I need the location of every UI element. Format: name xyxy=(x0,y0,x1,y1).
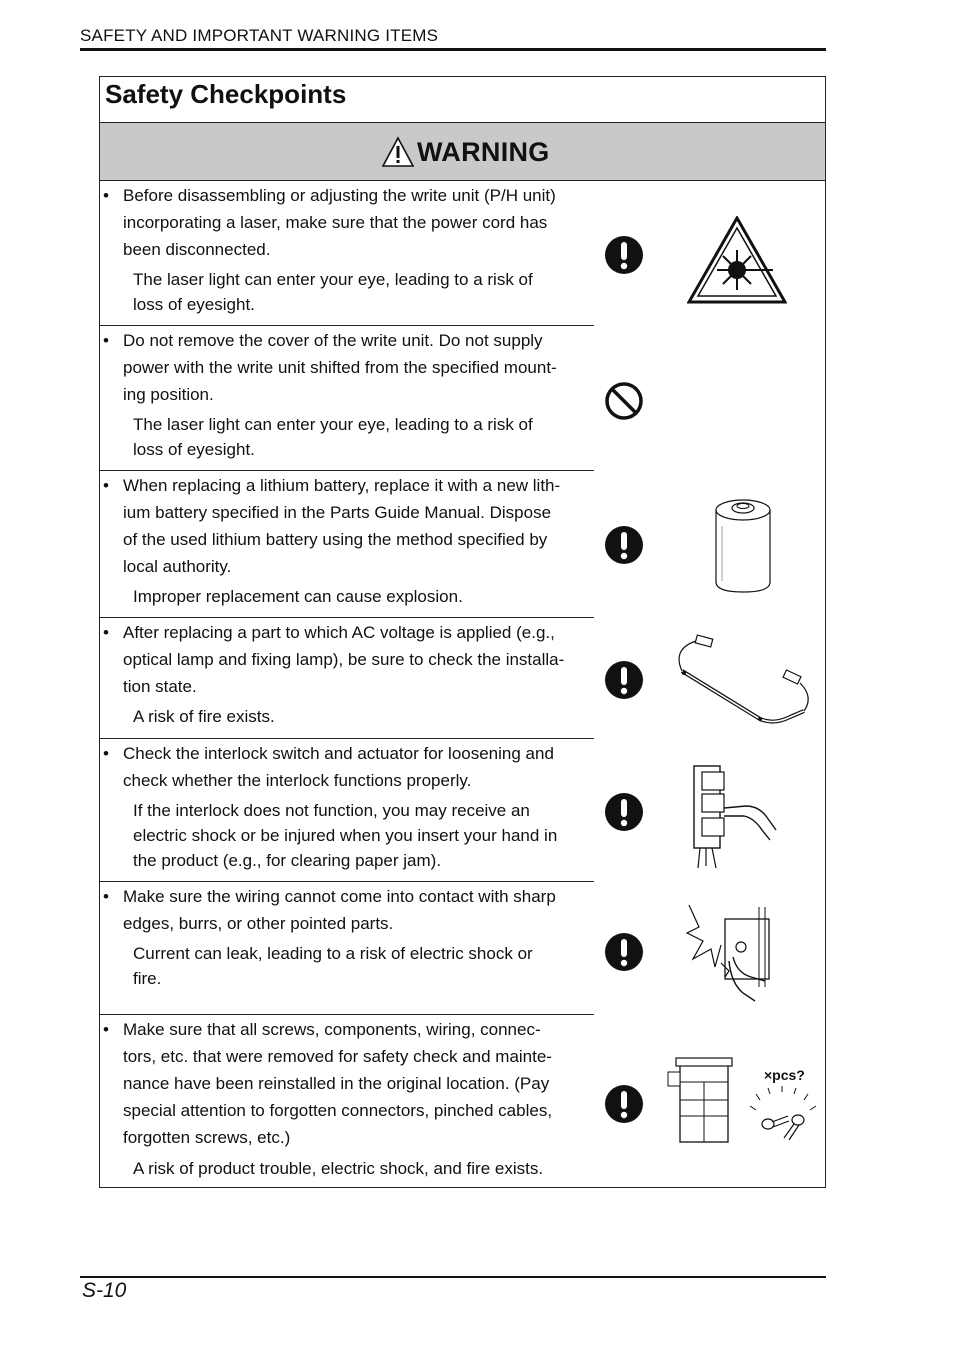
warning-band xyxy=(100,123,825,181)
checkpoint-text: After replacing a part to which AC voltage is applied (e.g., optical lamp and fixing lamp), be sure to check the installa- tion state. xyxy=(123,623,565,696)
warning-label: WARNING xyxy=(417,136,550,167)
checkpoint-row xyxy=(100,738,825,881)
checkpoint-consequence: A risk of fire exists. xyxy=(133,707,275,726)
checkpoint-consequence: The laser light can enter your eye, leading to a risk of loss of eyesight. xyxy=(133,415,533,459)
checkpoint-row xyxy=(100,1014,825,1187)
checkpoint-consequence: If the interlock does not function, you may receive an electric shock or be injured when you insert your hand in the product (e.g., for clearing paper jam). xyxy=(133,801,558,870)
checkpoint-consequence: Current can leak, leading to a risk of electric shock or fire. xyxy=(133,944,533,988)
checkpoint-row xyxy=(100,470,825,617)
checkpoint-text: Check the interlock switch and actuator for loosening and check whether the interlock functions properly. xyxy=(123,744,554,790)
checkpoint-text: Make sure the wiring cannot come into contact with sharp edges, burrs, or other pointed parts. xyxy=(123,887,556,933)
box-title: Safety Checkpoints xyxy=(105,79,347,109)
box-title-bar xyxy=(100,77,825,123)
bullet: • xyxy=(103,887,109,906)
mandatory-icon xyxy=(604,792,644,832)
prohibited-icon xyxy=(604,381,644,421)
bullet: • xyxy=(103,744,109,763)
checkpoint-text: Make sure that all screws, components, wiring, connec- tors, etc. that were removed for safety check and mainte- nance have been reinstalled in the original location. (Pay special attention to forgotten connectors, pinched cables, forgotten screws, etc.) xyxy=(123,1020,553,1147)
mandatory-icon xyxy=(604,235,644,275)
section-title: SAFETY AND IMPORTANT WARNING ITEMS xyxy=(80,26,439,45)
laser-hazard-icon xyxy=(687,216,787,304)
checkpoint-text: Do not remove the cover of the write unit. Do not supply power with the write unit shifted from the specified mount- ing position. xyxy=(123,331,557,404)
lamp-icon xyxy=(664,633,814,728)
checkpoint-row xyxy=(100,617,825,738)
bullet: • xyxy=(103,623,109,642)
battery-icon xyxy=(712,496,774,596)
bullet: • xyxy=(103,1020,109,1039)
checkpoint-consequence: The laser light can enter your eye, leading to a risk of loss of eyesight. xyxy=(133,270,533,314)
safety-checkpoints-box xyxy=(99,76,826,1188)
copier-screws-icon xyxy=(660,1054,820,1146)
checkpoint-row xyxy=(100,180,825,325)
mandatory-icon xyxy=(604,1084,644,1124)
page-number: S-10 xyxy=(82,1279,127,1302)
footer-rule xyxy=(80,1276,826,1278)
mandatory-icon xyxy=(604,660,644,700)
mandatory-icon xyxy=(604,525,644,565)
bullet: • xyxy=(103,476,109,495)
interlock-switch-icon xyxy=(688,760,780,870)
checkpoint-consequence: Improper replacement can cause explosion. xyxy=(133,587,463,606)
header-rule xyxy=(80,48,826,51)
bullet: • xyxy=(103,331,109,350)
row-divider xyxy=(100,1014,594,1015)
checkpoint-text: When replacing a lithium battery, replace it with a new lith- ium battery specified in the Parts Guide Manual. Dispose of the used lithium battery using the method specified by local authority. xyxy=(123,476,561,576)
pcs-caption: ×pcs? xyxy=(764,1067,805,1083)
checkpoint-text: Before disassembling or adjusting the write unit (P/H unit) incorporating a laser, make sure that the power cord has been disconnected. xyxy=(123,186,556,259)
checkpoint-row xyxy=(100,881,825,1014)
checkpoint-consequence: A risk of product trouble, electric shock, and fire exists. xyxy=(133,1159,544,1178)
wiring-spark-icon xyxy=(685,897,777,1007)
mandatory-icon xyxy=(604,932,644,972)
warning-triangle-icon xyxy=(381,136,415,168)
bullet: • xyxy=(103,186,109,205)
checkpoint-row xyxy=(100,325,825,470)
